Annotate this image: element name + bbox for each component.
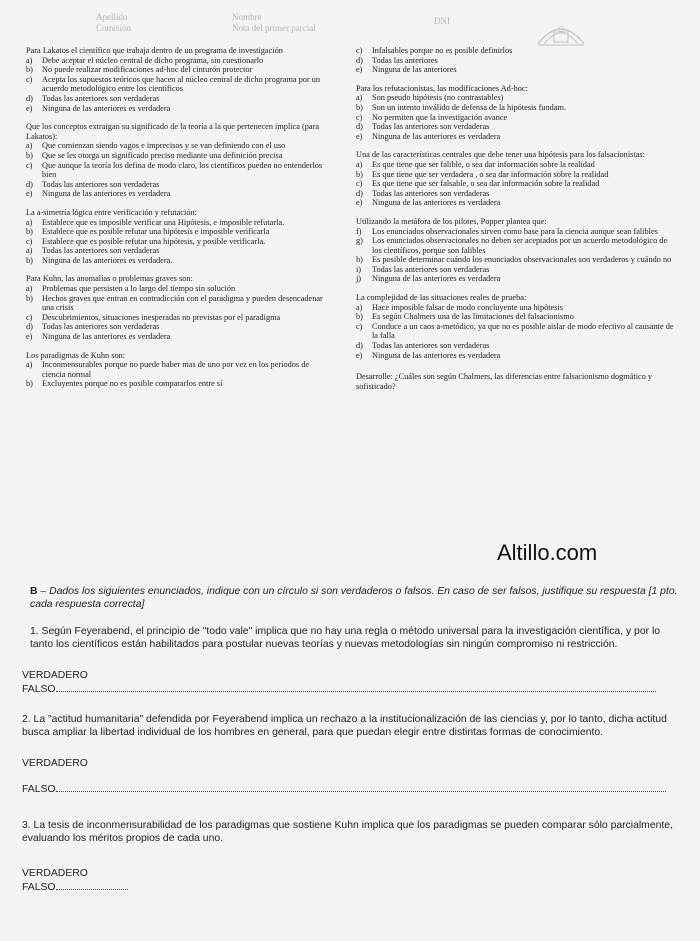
question-stem: Para los refutacionistas, las modificaciones Ad-hoc: xyxy=(356,83,528,93)
statement-text: 2. La "actitud humanitaria" defendida por Feyerabend implica un rechazo a la institucionalización de las ciencias y, por lo tanto, dicha actitud busca ampliar la libertad individual de los hombres en general, para que puedan elegir entre distintas formas de conocimiento. xyxy=(22,714,667,738)
option-item: j) Ninguna de las anteriores es verdadera xyxy=(356,274,501,284)
option-item: e) Ninguna de las anteriores es verdadera xyxy=(26,189,171,199)
option-item: c) Establece que es posible refutar una hipótesis, y posible verificarla. xyxy=(26,236,266,246)
option-item: c) Es que tiene que ser falsable, o sea dar información sobre la realidad xyxy=(356,179,600,189)
option-item: d) Todas las anteriores son verdaderas xyxy=(356,341,490,351)
option-item: a) Establece que es imposible verificar una Hipótesis, e imposible refutarla. xyxy=(26,217,285,227)
true-option[interactable]: VERDADERO xyxy=(22,868,88,879)
option-item: c) Que aunque la teoría los defina de modo claro, los científicos pueden no entenderlos bien xyxy=(26,160,323,180)
statement-3 xyxy=(22,819,682,895)
nota-label: Nota del primer parcial xyxy=(232,23,316,33)
comision-label: Comisión xyxy=(96,23,132,33)
answer-line[interactable] xyxy=(56,691,656,692)
right-questions-column xyxy=(356,46,676,400)
statement-1 xyxy=(22,625,682,697)
option-item: b) Establece que es posible refutar una hipótesis e imposible verificarla xyxy=(26,227,270,237)
option-item: d) Todas las anteriores son verdaderas xyxy=(356,188,490,198)
option-item: a) Problemas que persisten a lo largo del tiempo sin solución xyxy=(26,284,236,294)
option-item: e) Ninguna de las anteriores xyxy=(356,65,457,75)
option-item: c) No permiten que la investigación avance xyxy=(356,112,508,122)
option-item: a) Debe aceptar el núcleo central de dicho programa, sin cuestionarlo xyxy=(26,55,264,65)
question-5-continued xyxy=(356,46,676,75)
option-item: d) Todas las anteriores son verdaderas xyxy=(26,179,160,189)
option-item: d) Todas las anteriores son verdaderas xyxy=(356,122,490,132)
question-stem: Una de las características centrales que debe tener una hipótesis para los falsacionistas: xyxy=(356,150,645,160)
question-stem: Que los conceptos extraigan su significado de la teoría a la que pertenecen implica (para Lakatos): xyxy=(26,122,320,141)
left-questions-column xyxy=(26,46,328,398)
option-item: f) Los enunciados observacionales sirven como base para la ciencia aunque sean falibles xyxy=(356,226,658,236)
answer-line[interactable] xyxy=(56,889,128,890)
statement-2 xyxy=(22,713,682,797)
question-stem: Desarrolle: ¿Cuáles son según Chalmers, las diferencias entre falsacionismo dogmático y sofisticado? xyxy=(356,372,653,391)
watermark: Altillo.com xyxy=(497,540,598,565)
option-item: b) Es según Chalmers una de las limitaciones del falsacionismo xyxy=(356,312,574,322)
university-seal-icon xyxy=(534,18,588,48)
question-2 xyxy=(26,122,328,199)
option-item: a) Son pseudo hipótesis (no contrastables) xyxy=(356,93,504,103)
option-item: a) Hace imposible falsar de modo concluyente una hipótesis xyxy=(356,302,564,312)
exam-header xyxy=(0,10,700,46)
option-item: e) Ninguna de las anteriores es verdadera xyxy=(26,332,171,342)
false-option[interactable]: FALSO xyxy=(22,881,682,895)
question-stem: Para Lakatos el científico que trabaja dentro de un programa de investigación xyxy=(26,46,283,55)
statement-text: 1. Según Feyerabend, el principio de "todo vale" implica que no hay una regla o método universal para la investigación científica, y por lo tanto los científicos están habilitados para postular nuevas teorías y nuevas metodologías sin ningún compromiso ni restricción. xyxy=(30,626,661,650)
false-option[interactable]: FALSO xyxy=(22,683,682,697)
question-4 xyxy=(26,274,328,341)
option-item: a) Todas las anteriores son verdaderas xyxy=(26,246,160,256)
option-item: c) Descubrimientos, situaciones inesperadas no previstas por el paradigma xyxy=(26,312,281,322)
question-1 xyxy=(26,46,328,113)
part-b-prefix: B xyxy=(30,586,38,597)
option-item: c) Conduce a un caos a-metódico, ya que no es posible aislar de modo efectivo al causante de la falla xyxy=(356,321,674,341)
option-item: c) Acepta los supuestos teóricos que hacen al núcleo central de dicho programa por un acuerdo metodológico entre los científicos xyxy=(26,74,321,94)
question-stem: Para Kuhn, las anomalías o problemas graves son: xyxy=(26,274,193,284)
question-stem: Los paradigmas de Kuhn son: xyxy=(26,350,126,360)
option-item: a) Es que tiene que ser falible, o sea dar información sobre la realidad xyxy=(356,159,595,169)
question-stem: La complejidad de las situaciones reales de prueba: xyxy=(356,293,527,303)
part-b-instruction: B – Dados los siguientes enunciados, indique con un círculo si son verdaderos o falsos. En caso de ser falsos, justifique su respuesta [1 pto. cada respuesta correcta] xyxy=(30,586,678,610)
dni-label: DNI xyxy=(434,16,450,26)
question-5 xyxy=(26,351,328,389)
question-8 xyxy=(356,217,676,284)
option-item: c) Infalsables porque no es posible definirlos xyxy=(356,46,513,55)
option-item: b) Es que tiene que ser verdadera , o sea dar información sobre la realidad xyxy=(356,169,609,179)
option-item: b) Hechos graves que entran en contradicción con el paradigma y pueden desencadenar una crisis xyxy=(26,293,323,313)
part-b-section xyxy=(22,585,682,911)
option-item: b) Ninguna de las anteriores es verdadera. xyxy=(26,255,173,265)
statement-text: 3. La tesis de inconmensurabilidad de los paradigmas que sostiene Kuhn implica que los paradigmas se pueden comparar sólo parcialmente, evaluando los méritos propios de cada uno. xyxy=(22,820,673,844)
option-item: h) Es posible determinar cuándo los enunciados observacionales son verdaderos y cuándo no xyxy=(356,255,672,265)
nombre-label: Nombre xyxy=(232,12,262,22)
option-item: d) Todas las anteriores xyxy=(356,55,438,65)
option-item: b) Que se les otorga un significado preciso mediante una definición precisa xyxy=(26,150,283,160)
answer-line[interactable] xyxy=(56,791,666,792)
option-item: i) Todas las anteriores son verdaderas xyxy=(356,264,490,274)
option-item: e) Ninguna de las anteriores es verdadera xyxy=(356,350,501,360)
option-item: e) Ninguna de las anteriores es verdadera xyxy=(356,198,501,208)
option-item: d) Todas las anteriores son verdaderas xyxy=(26,322,160,332)
option-item: a) Inconmensurables porque no puede haber mas de uno por vez en los períodos de ciencia normal xyxy=(26,360,310,379)
true-option[interactable]: VERDADERO xyxy=(22,670,88,681)
question-10 xyxy=(356,372,676,391)
option-item: e) Ninguna de las anteriores es verdadera xyxy=(26,103,171,113)
apellido-label: Apellido xyxy=(96,12,128,22)
option-item: d) Todas las anteriores son verdaderas xyxy=(26,93,160,103)
option-item: e) Ninguna de las anteriores es verdadera xyxy=(356,131,501,141)
option-item: g) Los enunciados observacionales no deben ser aceptados por un acuerdo metodológico de los científicos, porque son falibles xyxy=(356,236,668,255)
option-item: b) Excluyentes porque no es posible compararlos entre sí xyxy=(26,379,223,389)
option-item: a) Que comienzan siendo vagos e imprecisos y se van definiendo con el uso xyxy=(26,141,286,151)
question-3 xyxy=(26,208,328,266)
false-option[interactable]: FALSO xyxy=(22,783,682,797)
question-6 xyxy=(356,84,676,142)
option-item: b) Son un intento inválido de defensa de la hipótesis fundam. xyxy=(356,102,567,112)
question-stem: La a-simetría lógica entre verificación y refutación: xyxy=(26,207,197,217)
question-9 xyxy=(356,293,676,360)
question-7 xyxy=(356,150,676,208)
true-option[interactable]: VERDADERO xyxy=(22,758,88,769)
question-stem: Utilizando la metáfora de los pilotes, Popper plantea que: xyxy=(356,216,547,226)
option-item: b) No puede realizar modificaciones ad-hoc del cinturón protector xyxy=(26,65,253,75)
